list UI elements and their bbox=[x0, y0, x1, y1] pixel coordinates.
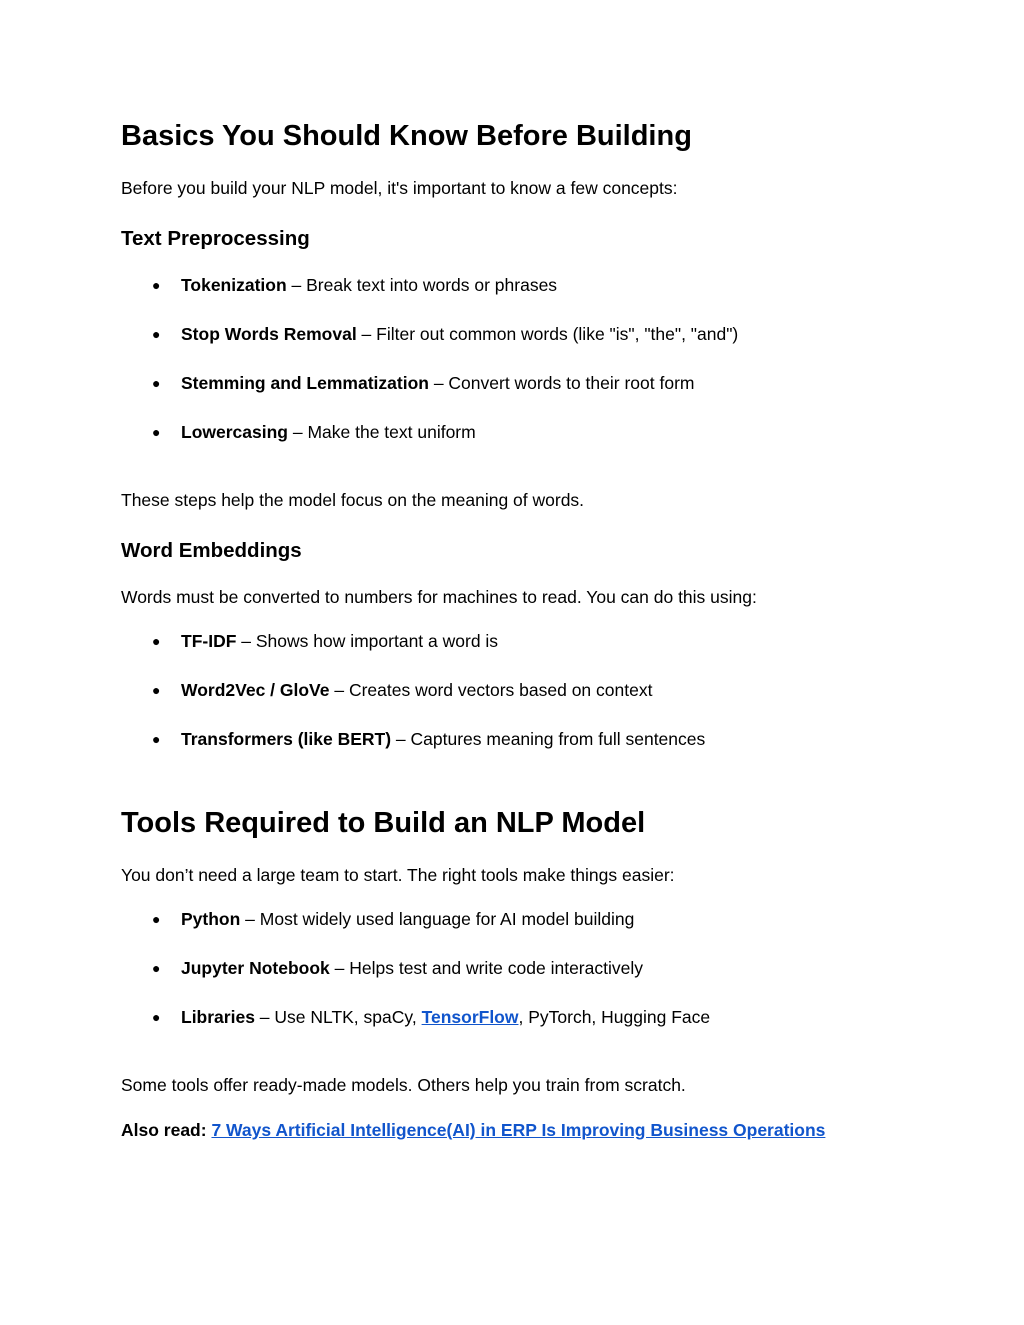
bullet-icon: ● bbox=[152, 911, 161, 927]
bullet-icon: ● bbox=[152, 375, 161, 391]
bullet-icon: ● bbox=[152, 424, 161, 440]
item-desc: – Shows how important a word is bbox=[236, 631, 499, 651]
item-term: Stemming and Lemmatization bbox=[181, 373, 429, 393]
item-desc-after: , PyTorch, Hugging Face bbox=[518, 1007, 711, 1027]
item-desc: – Helps test and write code interactively bbox=[329, 958, 643, 978]
also-read-label: Also read: bbox=[121, 1120, 207, 1140]
bullet-icon: ● bbox=[152, 731, 161, 747]
item-desc: – Convert words to their root form bbox=[428, 373, 695, 393]
bullet-icon: ● bbox=[152, 633, 161, 649]
heading-text-preprocessing: Text Preprocessing bbox=[121, 227, 310, 250]
item-term: Jupyter Notebook bbox=[181, 958, 330, 978]
item-term: Word2Vec / GloVe bbox=[181, 680, 330, 700]
bullet-icon: ● bbox=[152, 326, 161, 342]
bullet-icon: ● bbox=[152, 277, 161, 293]
item-term: Python bbox=[181, 909, 241, 929]
also-read-link[interactable]: 7 Ways Artificial Intelligence(AI) in ERP Is Improving Business Operations bbox=[211, 1120, 826, 1140]
heading-word-embeddings: Word Embeddings bbox=[121, 539, 302, 562]
embeddings-intro: Words must be converted to numbers for machines to read. You can do this using: bbox=[121, 587, 757, 607]
item-term: Libraries bbox=[181, 1007, 255, 1027]
item-term: Lowercasing bbox=[181, 422, 288, 442]
item-term: Stop Words Removal bbox=[181, 324, 357, 344]
item-term: Transformers (like BERT) bbox=[181, 729, 392, 749]
item-desc: – Make the text uniform bbox=[287, 422, 476, 442]
item-desc: – Captures meaning from full sentences bbox=[391, 729, 706, 749]
item-desc: – Most widely used language for AI model building bbox=[240, 909, 635, 929]
preprocessing-summary: These steps help the model focus on the meaning of words. bbox=[121, 490, 585, 510]
item-desc: – Creates word vectors based on context bbox=[329, 680, 653, 700]
section-title-tools: Tools Required to Build an NLP Model bbox=[121, 807, 646, 839]
basics-intro: Before you build your NLP model, it's important to know a few concepts: bbox=[121, 178, 678, 198]
also-read bbox=[121, 1122, 825, 1140]
item-term: TF-IDF bbox=[181, 631, 237, 651]
section-title-basics: Basics You Should Know Before Building bbox=[121, 120, 692, 152]
tools-summary: Some tools offer ready-made models. Others help you train from scratch. bbox=[121, 1075, 686, 1095]
item-term: Tokenization bbox=[181, 275, 287, 295]
item-desc: – Use NLTK, spaCy, bbox=[254, 1007, 422, 1027]
bullet-icon: ● bbox=[152, 960, 161, 976]
tools-intro: You don’t need a large team to start. The right tools make things easier: bbox=[121, 865, 675, 885]
item-desc: – Filter out common words (like "is", "the", "and") bbox=[356, 324, 739, 344]
bullet-icon: ● bbox=[152, 682, 161, 698]
bullet-icon: ● bbox=[152, 1009, 161, 1025]
tensorflow-link[interactable]: TensorFlow bbox=[421, 1007, 519, 1027]
item-desc: – Break text into words or phrases bbox=[286, 275, 558, 295]
